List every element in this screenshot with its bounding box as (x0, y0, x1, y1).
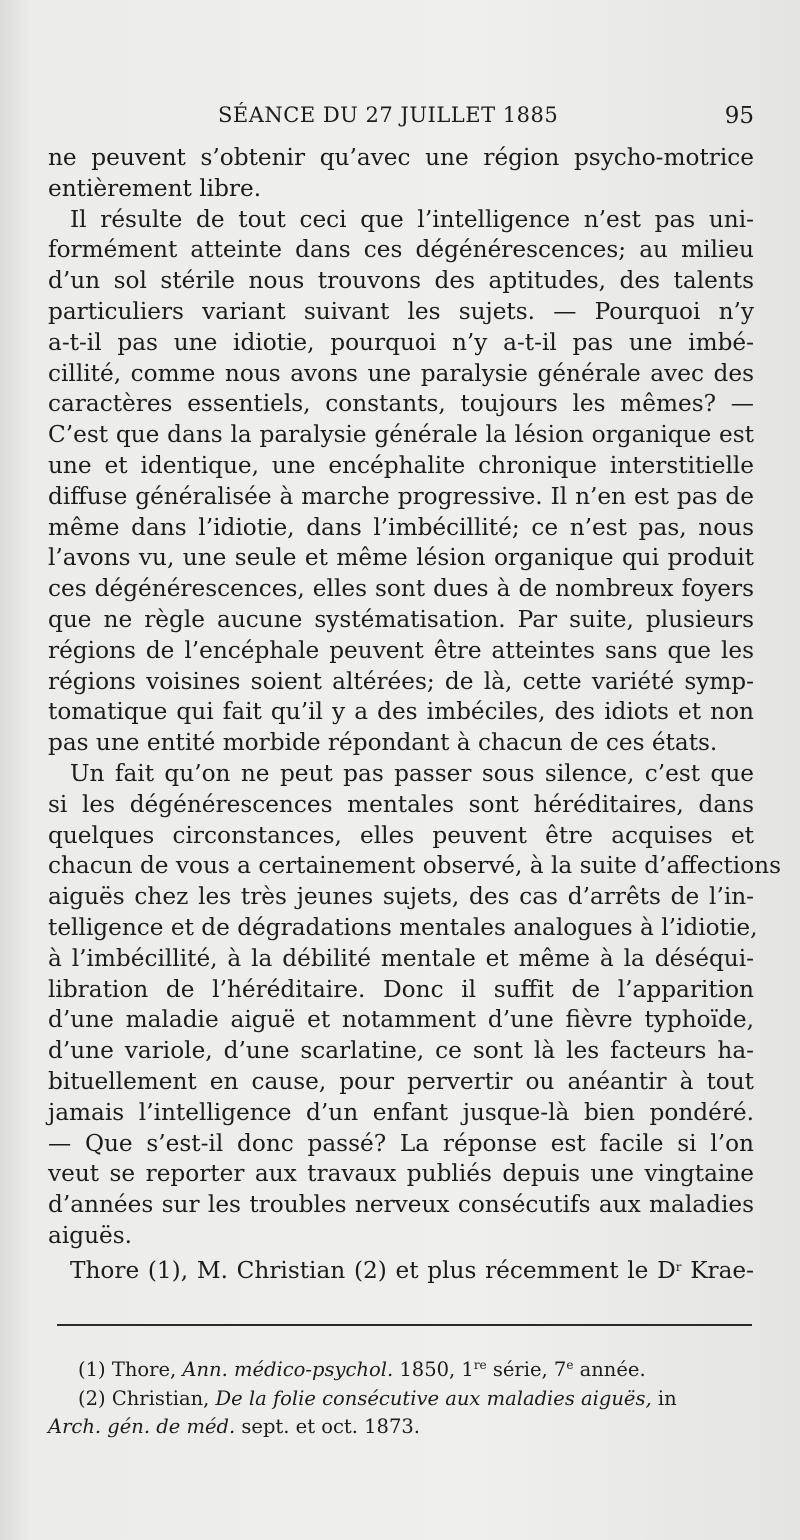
text-line: même dans l’idiotie, dans l’imbécillité; ce n’est pas, nous (48, 513, 754, 541)
body-text (48, 143, 781, 1286)
text-line: C’est que dans la paralysie générale la lésion organique est (48, 421, 754, 449)
footnote-journal: Ann. médico-psychol. (182, 1358, 394, 1381)
footnote-2-cont (48, 1413, 754, 1442)
text-fragment: Krae- (681, 1256, 754, 1284)
superscript: e (566, 1358, 574, 1372)
text-line: ne peuvent s’obtenir qu’avec une région psycho-motrice (48, 144, 754, 171)
footnote-in: in (657, 1386, 677, 1410)
text-line: d’années sur les troubles nerveux consécutifs aux maladies (48, 1191, 754, 1219)
footnote-rule (57, 1324, 752, 1326)
footnote-details: 1850, 1 (399, 1358, 474, 1381)
text-line: à l’imbécillité, à la débilité mentale et même à la déséqui- (48, 944, 754, 972)
page-number: 95 (724, 103, 754, 129)
text-line: d’un sol stérile nous trouvons des aptitudes, des talents (48, 267, 754, 295)
text-line: aiguës chez les très jeunes sujets, des cas d’arrêts de l’in- (48, 883, 754, 911)
text-line: a-t-il pas une idiotie, pourquoi n’y a-t-il pas une imbé- (48, 328, 754, 356)
footnote-author: Christian, (111, 1386, 210, 1410)
footnote-details: année. (573, 1358, 646, 1381)
text-line (48, 1252, 754, 1287)
running-head: SÉANCE DU 27 JUILLET 1885 (218, 103, 559, 127)
text-line: ces dégénérescences, elles sont dues à de nombreux foyers (48, 575, 754, 603)
text-line: l’avons vu, une seule et même lésion organique qui produit (48, 544, 754, 572)
text-line: une et identique, une encéphalite chronique interstitielle (48, 451, 754, 479)
text-line: quelques circonstances, elles peuvent être acquises et (48, 821, 754, 849)
footnote-marker: (1) (78, 1358, 106, 1381)
footnote-date: sept. et oct. 1873. (241, 1415, 420, 1438)
text-line: que ne règle aucune systématisation. Par suite, plusieurs (48, 605, 754, 633)
footnote-2 (48, 1385, 754, 1414)
footnote-details: série, 7 (486, 1358, 567, 1381)
text-line: tomatique qui fait qu’il y a des imbéciles, des idiots et non (48, 698, 754, 726)
text-line: cillité, comme nous avons une paralysie générale avec des (48, 359, 754, 387)
text-fragment: Thore (1), M. Christian (2) et plus récemment le D (70, 1256, 676, 1284)
text-line: si les dégénérescences mentales sont héréditaires, dans (48, 790, 754, 818)
text-line: d’une variole, d’une scarlatine, ce sont là les facteurs ha- (48, 1037, 754, 1065)
page-header (48, 103, 754, 133)
text-line: — Que s’est-il donc passé? La réponse est facile si l’on (48, 1129, 754, 1157)
text-line: pas une entité morbide répondant à chacun de ces états. (48, 729, 718, 757)
text-line: chacun de vous a certainement observé, à la suite d’affections (48, 852, 781, 880)
text-line: formément atteinte dans ces dégénérescences; au milieu (48, 236, 754, 264)
footnote-1 (48, 1351, 754, 1385)
footnote-author: Thore, (111, 1358, 177, 1381)
text-line: entièrement libre. (48, 174, 262, 202)
text-line: jamais l’intelligence d’un enfant jusque-là bien pondéré. (48, 1098, 754, 1126)
text-line: Un fait qu’on ne peut pas passer sous silence, c’est que (70, 759, 754, 787)
text-line: veut se reporter aux travaux publiés depuis une vingtaine (48, 1160, 754, 1188)
text-line: bituellement en cause, pour pervertir ou anéantir à tout (48, 1067, 754, 1095)
footnotes (48, 1351, 754, 1442)
superscript: re (473, 1358, 487, 1372)
footnote-title: De la folie consécutive aux maladies aiguës, (215, 1386, 652, 1410)
text-line: Il résulte de tout ceci que l’intelligence n’est pas uni- (70, 205, 754, 233)
superscript: r (675, 1259, 682, 1274)
text-line: particuliers variant suivant les sujets. — Pourquoi n’y (48, 297, 754, 325)
text-line: telligence et de dégradations mentales analogues à l’idiotie, (48, 913, 758, 941)
footnote-journal: Arch. gén. de méd. (48, 1415, 236, 1438)
text-line: régions de l’encéphale peuvent être atteintes sans que les (48, 636, 754, 664)
footnote-marker: (2) (78, 1386, 106, 1410)
text-line: d’une maladie aiguë et notamment d’une fièvre typhoïde, (48, 1006, 754, 1034)
text-line: diffuse généralisée à marche progressive. Il n’en est pas de (48, 482, 754, 510)
text-line: aiguës. (48, 1221, 133, 1249)
text-line: caractères essentiels, constants, toujours les mêmes? — (48, 390, 754, 418)
text-line: libration de l’héréditaire. Donc il suffit de l’apparition (48, 975, 754, 1003)
text-line: régions voisines soient altérées; de là, cette variété symp- (48, 667, 754, 695)
